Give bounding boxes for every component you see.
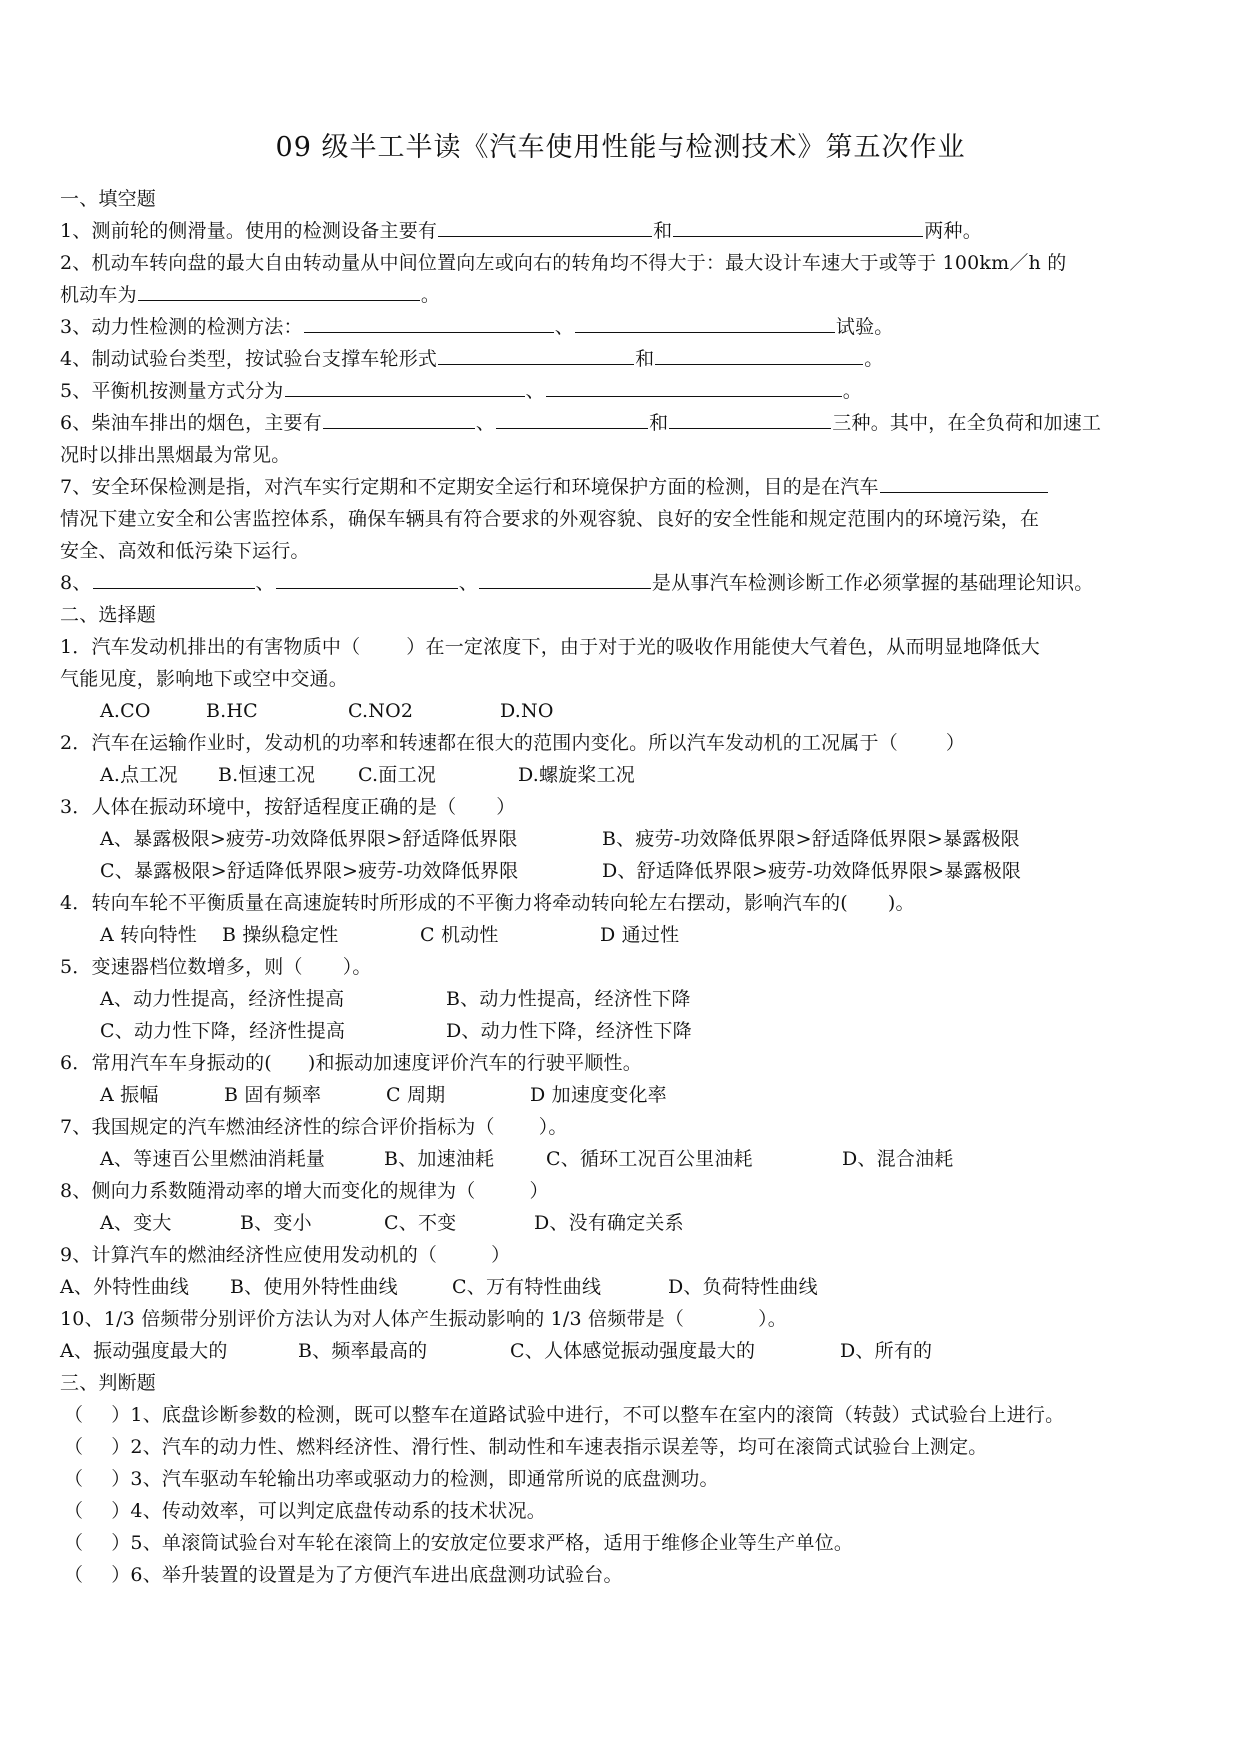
fill-question-2-cont: 机动车为 。 — [60, 280, 440, 310]
option-c[interactable]: C、不变 — [384, 1212, 457, 1234]
choice-question-2: 2．汽车在运输作业时，发动机的功率和转速都在很大的范围内变化。所以汽车发动机的工况属于（ ） — [60, 732, 966, 754]
judge-item-3: （ ）3、汽车驱动车轮输出功率或驱动力的检测，即通常所说的底盘测功。 — [64, 1468, 719, 1490]
option-b[interactable]: B、疲劳-功效降低界限>舒适降低界限>暴露极限 — [602, 828, 1020, 850]
option-a[interactable]: A、等速百公里燃油消耗量 — [100, 1148, 326, 1170]
option-d[interactable]: D、负荷特性曲线 — [668, 1276, 818, 1298]
choice-options-3a — [100, 824, 1020, 854]
fill-question-7-cont: 情况下建立安全和公害监控体系，确保车辆具有符合要求的外观容貌、良好的安全性能和规定范围内的环境污染，在 — [60, 508, 1040, 530]
option-d[interactable]: D、所有的 — [840, 1340, 933, 1362]
choice-options-7 — [100, 1144, 953, 1174]
choice-options-2 — [100, 760, 635, 790]
answer-blank[interactable] — [496, 408, 648, 429]
choice-options-6 — [100, 1080, 667, 1110]
answer-blank[interactable] — [880, 472, 1048, 493]
choice-options-5a — [100, 984, 691, 1014]
option-d[interactable]: D.NO — [500, 700, 554, 722]
answer-blank[interactable] — [276, 568, 458, 589]
fill-question-8: 8、 、 、 是从事汽车检测诊断工作必须掌握的基础理论知识。 — [60, 568, 1094, 598]
option-b[interactable]: B、使用外特性曲线 — [230, 1276, 398, 1298]
option-c[interactable]: C.面工况 — [358, 764, 436, 786]
answer-blank[interactable] — [546, 376, 842, 397]
fill-question-4: 4、制动试验台类型，按试验台支撑车轮形式 和 。 — [60, 344, 884, 374]
section-heading-fill-blank: 一、填空题 — [60, 188, 157, 210]
judge-item-5: （ ）5、单滚筒试验台对车轮在滚筒上的安放定位要求严格，适用于维修企业等生产单位。 — [64, 1532, 854, 1554]
option-c[interactable]: C 机动性 — [420, 924, 499, 946]
fill-question-6-cont: 况时以排出黑烟最为常见。 — [60, 444, 291, 466]
option-a[interactable]: A.CO — [100, 700, 151, 722]
option-a[interactable]: A、暴露极限>疲劳-功效降低界限>舒适降低界限 — [100, 828, 518, 850]
answer-blank[interactable] — [138, 280, 420, 301]
option-c[interactable]: C.NO2 — [348, 700, 414, 722]
answer-blank[interactable] — [285, 376, 525, 397]
answer-blank[interactable] — [438, 344, 634, 365]
option-d[interactable]: D、没有确定关系 — [534, 1212, 684, 1234]
judge-item-4: （ ）4、传动效率，可以判定底盘传动系的技术状况。 — [64, 1500, 546, 1522]
fill-question-6: 6、柴油车排出的烟色，主要有 、 和 三种。其中，在全负荷和加速工 — [60, 408, 1101, 438]
judge-item-2: （ ）2、汽车的动力性、燃料经济性、滑行性、制动性和车速表指示误差等，均可在滚筒式试验台上测定。 — [64, 1436, 988, 1458]
option-b[interactable]: B、加速油耗 — [384, 1148, 495, 1170]
fill-question-5: 5、平衡机按测量方式分为 、 。 — [60, 376, 862, 406]
option-b[interactable]: B.HC — [206, 700, 258, 722]
choice-question-1: 1．汽车发动机排出的有害物质中（ ）在一定浓度下，由于对于光的吸收作用能使大气着色，从而明显地降低大 — [60, 636, 1040, 658]
choice-options-5b — [100, 1016, 692, 1046]
option-a[interactable]: A.点工况 — [100, 764, 178, 786]
answer-blank[interactable] — [438, 216, 652, 237]
choice-question-4: 4．转向车轮不平衡质量在高速旋转时所形成的不平衡力将牵动转向轮左右摆动，影响汽车的( )。 — [60, 892, 915, 914]
section-heading-true-false: 三、判断题 — [60, 1372, 157, 1394]
option-c[interactable]: C、循环工况百公里油耗 — [546, 1148, 753, 1170]
option-a[interactable]: A、变大 — [100, 1212, 172, 1234]
section-heading-choice: 二、选择题 — [60, 604, 157, 626]
choice-question-6: 6．常用汽车车身振动的( )和振动加速度评价汽车的行驶平顺性。 — [60, 1052, 642, 1074]
answer-blank[interactable] — [479, 568, 651, 589]
option-b[interactable]: B、动力性提高，经济性下降 — [446, 988, 691, 1010]
choice-question-10: 10、1/3 倍频带分别评价方法认为对人体产生振动影响的 1/3 倍频带是（ ）。 — [60, 1308, 787, 1330]
option-b[interactable]: B.恒速工况 — [218, 764, 316, 786]
choice-options-1 — [100, 696, 554, 726]
option-b[interactable]: B 操纵稳定性 — [222, 924, 339, 946]
fill-question-7-cont: 安全、高效和低污染下运行。 — [60, 540, 310, 562]
answer-blank[interactable] — [304, 312, 554, 333]
option-d[interactable]: D、舒适降低界限>疲劳-功效降低界限>暴露极限 — [602, 860, 1022, 882]
choice-question-8: 8、侧向力系数随滑动率的增大而变化的规律为（ ） — [60, 1180, 549, 1202]
answer-blank[interactable] — [575, 312, 835, 333]
option-d[interactable]: D、混合油耗 — [842, 1148, 954, 1170]
option-c[interactable]: C、动力性下降，经济性提高 — [100, 1020, 346, 1042]
choice-options-3b — [100, 856, 1021, 886]
option-a[interactable]: A、外特性曲线 — [60, 1276, 190, 1298]
choice-question-9: 9、计算汽车的燃油经济性应使用发动机的（ ） — [60, 1244, 511, 1266]
option-b[interactable]: B、变小 — [240, 1212, 312, 1234]
option-c[interactable]: C、暴露极限>舒适降低界限>疲劳-功效降低界限 — [100, 860, 519, 882]
option-d[interactable]: D 加速度变化率 — [530, 1084, 667, 1106]
fill-question-1: 1、测前轮的侧滑量。使用的检测设备主要有 和 两种。 — [60, 216, 982, 246]
choice-options-8 — [100, 1208, 684, 1238]
choice-question-5: 5．变速器档位数增多，则（ ）。 — [60, 956, 372, 978]
option-a[interactable]: A、动力性提高，经济性提高 — [100, 988, 345, 1010]
option-c[interactable]: C、人体感觉振动强度最大的 — [510, 1340, 756, 1362]
option-b[interactable]: B、频率最高的 — [298, 1340, 428, 1362]
answer-blank[interactable] — [323, 408, 475, 429]
fill-question-3: 3、动力性检测的检测方法： 、 试验。 — [60, 312, 894, 342]
choice-options-10 — [60, 1336, 932, 1366]
choice-question-7: 7、我国规定的汽车燃油经济性的综合评价指标为（ ）。 — [60, 1116, 568, 1138]
page-title: 09 级半工半读《汽车使用性能与检测技术》第五次作业 — [275, 132, 966, 163]
answer-blank[interactable] — [655, 344, 863, 365]
judge-item-1: （ ）1、底盘诊断参数的检测，既可以整车在道路试验中进行，不可以整车在室内的滚筒（转鼓）式试验台上进行。 — [64, 1404, 1065, 1426]
answer-blank[interactable] — [93, 568, 255, 589]
option-c[interactable]: C、万有特性曲线 — [452, 1276, 602, 1298]
judge-item-6: （ ）6、举升装置的设置是为了方便汽车进出底盘测功试验台。 — [64, 1564, 623, 1586]
fill-question-2: 2、机动车转向盘的最大自由转动量从中间位置向左或向右的转角均不得大于：最大设计车速大于或等于 100km／h 的 — [60, 252, 1067, 274]
choice-options-9 — [60, 1272, 818, 1302]
fill-question-7: 7、安全环保检测是指，对汽车实行定期和不定期安全运行和环境保护方面的检测，目的是在汽车 — [60, 472, 1049, 502]
choice-question-1-cont: 气能见度，影响地下或空中交通。 — [60, 668, 349, 690]
answer-blank[interactable] — [669, 408, 831, 429]
choice-question-3: 3．人体在振动环境中，按舒适程度正确的是（ ） — [60, 796, 516, 818]
option-a[interactable]: A 振幅 — [100, 1084, 159, 1106]
option-c[interactable]: C 周期 — [386, 1084, 446, 1106]
answer-blank[interactable] — [673, 216, 923, 237]
option-d[interactable]: D 通过性 — [600, 924, 680, 946]
option-a[interactable]: A、振动强度最大的 — [60, 1340, 228, 1362]
choice-options-4 — [100, 920, 679, 950]
option-b[interactable]: B 固有频率 — [224, 1084, 322, 1106]
option-a[interactable]: A 转向特性 — [100, 924, 197, 946]
option-d[interactable]: D.螺旋桨工况 — [518, 764, 635, 786]
option-d[interactable]: D、动力性下降，经济性下降 — [446, 1020, 692, 1042]
